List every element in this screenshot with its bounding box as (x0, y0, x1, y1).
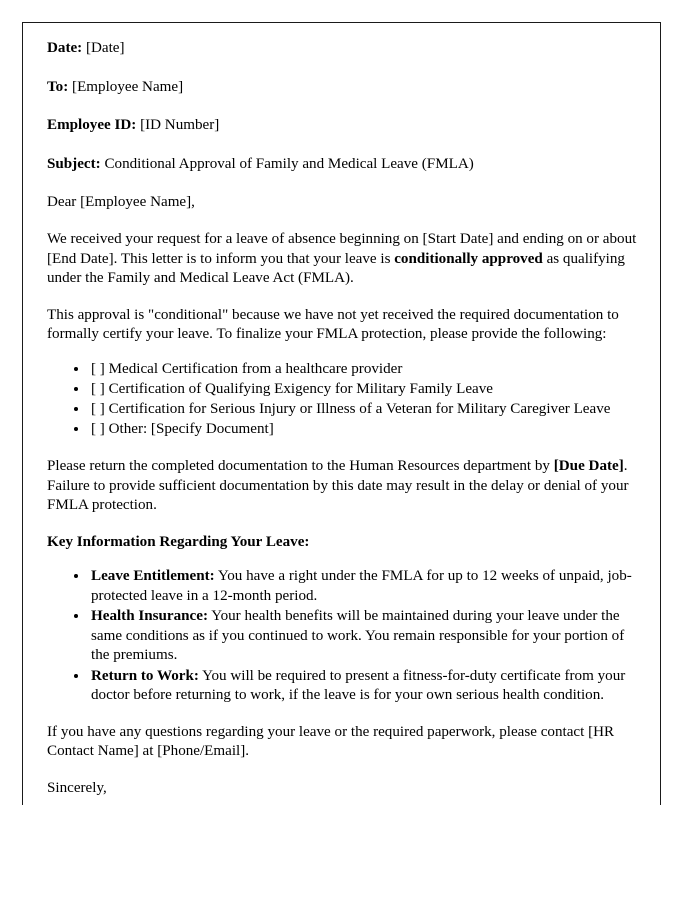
salutation: Dear [Employee Name], (47, 194, 195, 211)
header-field-to (47, 78, 640, 98)
list-item-text: You will be required to present a fitness-for-duty certificate from your doctor before returning to work, if the leave is for your own serious health condition. (91, 667, 626, 704)
header-field-date-label: Date: (47, 40, 83, 56)
list-item (89, 567, 640, 606)
opening-paragraph-emphasis: conditionally approved (394, 250, 543, 267)
header-field-employee-id-value: [ID Number] (140, 117, 220, 134)
list-item (89, 667, 640, 706)
list-item[interactable]: • [ ] Certification of Qualifying Exigency for Military Family Leave (89, 380, 640, 400)
return-paragraph-part2: . Failure to provide sufficient documentation by this date may result in the delay or denial of your FMLA protection. (47, 458, 629, 514)
opening-paragraph-part2: as qualifying under the Family and Medical Leave Act (FMLA). (47, 250, 625, 287)
list-item[interactable]: • [ ] Other: [Specify Document] (89, 420, 640, 440)
header-field-employee-id-label: Employee ID: (47, 117, 137, 134)
conditional-paragraph: This approval is "conditional" because we have not yet received the required documentation to formally certify your leave. To finalize your FMLA protection, please provide the following: (47, 306, 619, 343)
letter-body (47, 39, 640, 799)
list-item-label: Leave Entitlement: (91, 568, 215, 585)
closing-salutation: Sincerely, (47, 779, 107, 796)
key-information-list (47, 567, 640, 705)
list-item-label: Return to Work: (91, 667, 199, 684)
key-information-heading: Key Information Regarding Your Leave: (47, 533, 310, 550)
header-field-to-value: [Employee Name] (72, 78, 184, 95)
list-item (89, 607, 640, 666)
return-paragraph-part1: Please return the completed documentation to the Human Resources department by (47, 458, 554, 475)
list-item[interactable]: • [ ] Medical Certification from a healthcare provider (89, 360, 640, 380)
opening-paragraph (47, 230, 640, 289)
list-item-label: Health Insurance: (91, 608, 208, 625)
header-field-to-label: To: (47, 78, 69, 95)
header-field-employee-id (47, 116, 640, 136)
questions-paragraph: If you have any questions regarding your leave or the required paperwork, please contact [HR Contact Name] at [Phone/Email]. (47, 723, 615, 760)
header-field-subject-value: Conditional Approval of Family and Medical Leave (FMLA) (104, 155, 474, 172)
list-item-text: Your health benefits will be maintained during your leave under the same conditions as if you continued to work. You remain responsible for your portion of the premiums. (91, 608, 625, 664)
header-field-date (47, 39, 640, 59)
return-paragraph-due-date: [Due Date] (553, 458, 624, 475)
return-documentation-paragraph (47, 457, 640, 516)
letter-page (22, 22, 661, 805)
header-field-subject (47, 155, 640, 175)
list-item-text: You have a right under the FMLA for up to 12 weeks of unpaid, job-protected leave in a 12-month period. (91, 568, 632, 605)
header-field-subject-label: Subject: (47, 155, 101, 172)
header-field-date-value: [Date] (85, 40, 125, 56)
required-documents-list (47, 360, 640, 440)
opening-paragraph-part1: We received your request for a leave of absence beginning on [Start Date] and ending on or about [End Date]. This letter is to inform you that your leave is (47, 231, 637, 267)
list-item[interactable]: • [ ] Certification for Serious Injury or Illness of a Veteran for Military Caregiver Leave (89, 400, 640, 420)
